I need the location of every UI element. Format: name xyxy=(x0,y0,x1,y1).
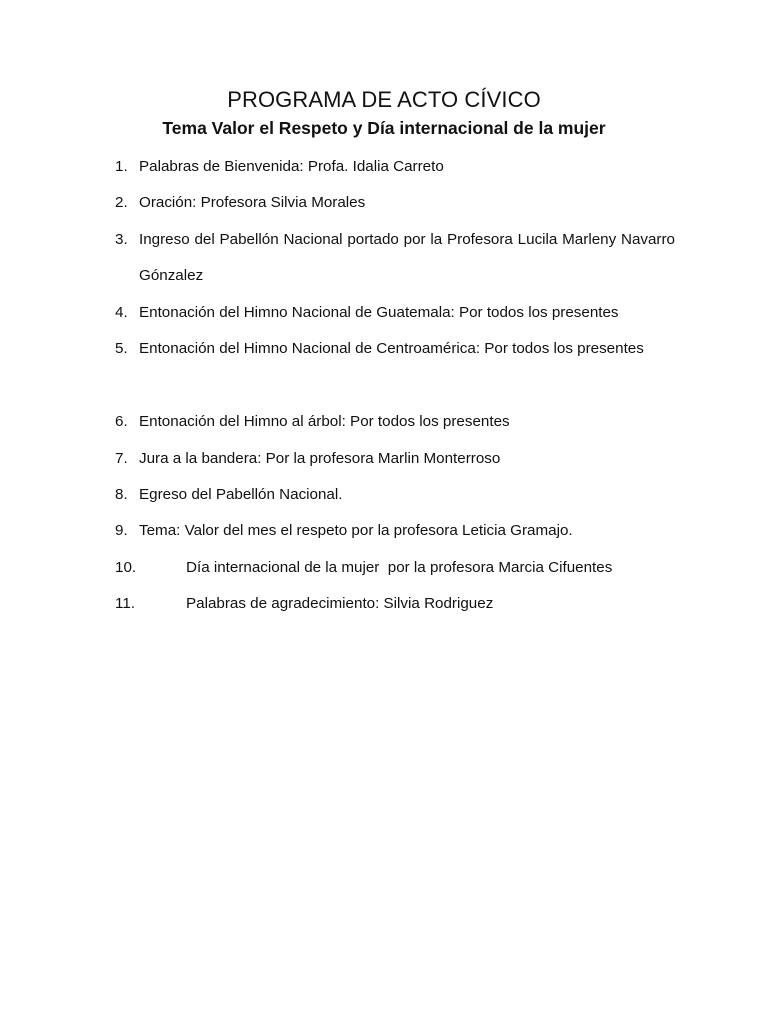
item-number: 2. xyxy=(115,194,128,211)
list-item xyxy=(115,149,675,185)
item-text: Entonación del Himno Nacional de Centroamérica: Por todos los presentes xyxy=(139,340,644,357)
item-number: 9. xyxy=(115,522,128,539)
document-subtitle: Tema Valor el Respeto y Día internacional de la mujer xyxy=(162,118,606,138)
item-text: Palabras de agradecimiento: Silvia Rodriguez xyxy=(186,595,494,612)
item-text: Jura a la bandera: Por la profesora Marlin Monterroso xyxy=(139,450,501,467)
list-item xyxy=(115,586,675,622)
item-number: 5. xyxy=(115,340,128,357)
list-item xyxy=(115,404,675,440)
list-item xyxy=(115,295,675,331)
list-item xyxy=(115,185,675,221)
item-text: Oración: Profesora Silvia Morales xyxy=(139,194,366,211)
item-number: 1. xyxy=(115,158,128,175)
list-item xyxy=(115,331,675,367)
list-item xyxy=(115,441,675,477)
item-text: Egreso del Pabellón Nacional. xyxy=(139,486,343,503)
item-number: 3. xyxy=(115,231,128,248)
list-item xyxy=(115,222,675,294)
document-title: PROGRAMA DE ACTO CÍVICO xyxy=(227,87,541,112)
list-item xyxy=(115,477,675,513)
item-text: Palabras de Bienvenida: Profa. Idalia Carreto xyxy=(139,158,444,175)
item-number: 11. xyxy=(115,595,135,612)
item-number: 8. xyxy=(115,486,128,503)
list-item xyxy=(115,513,675,549)
item-text: Ingreso del Pabellón Nacional portado por la Profesora Lucila Marleny Navarro Gónzalez xyxy=(139,231,675,284)
item-number: 7. xyxy=(115,450,128,467)
list-item xyxy=(115,550,675,586)
item-number: 4. xyxy=(115,304,128,321)
item-number: 10. xyxy=(115,559,137,576)
item-number: 6. xyxy=(115,413,128,430)
item-text: Entonación del Himno al árbol: Por todos los presentes xyxy=(139,413,510,430)
item-text: Tema: Valor del mes el respeto por la profesora Leticia Gramajo. xyxy=(139,522,573,539)
item-text: Día internacional de la mujer por la profesora Marcia Cifuentes xyxy=(186,559,613,576)
item-text: Entonación del Himno Nacional de Guatemala: Por todos los presentes xyxy=(139,304,619,321)
